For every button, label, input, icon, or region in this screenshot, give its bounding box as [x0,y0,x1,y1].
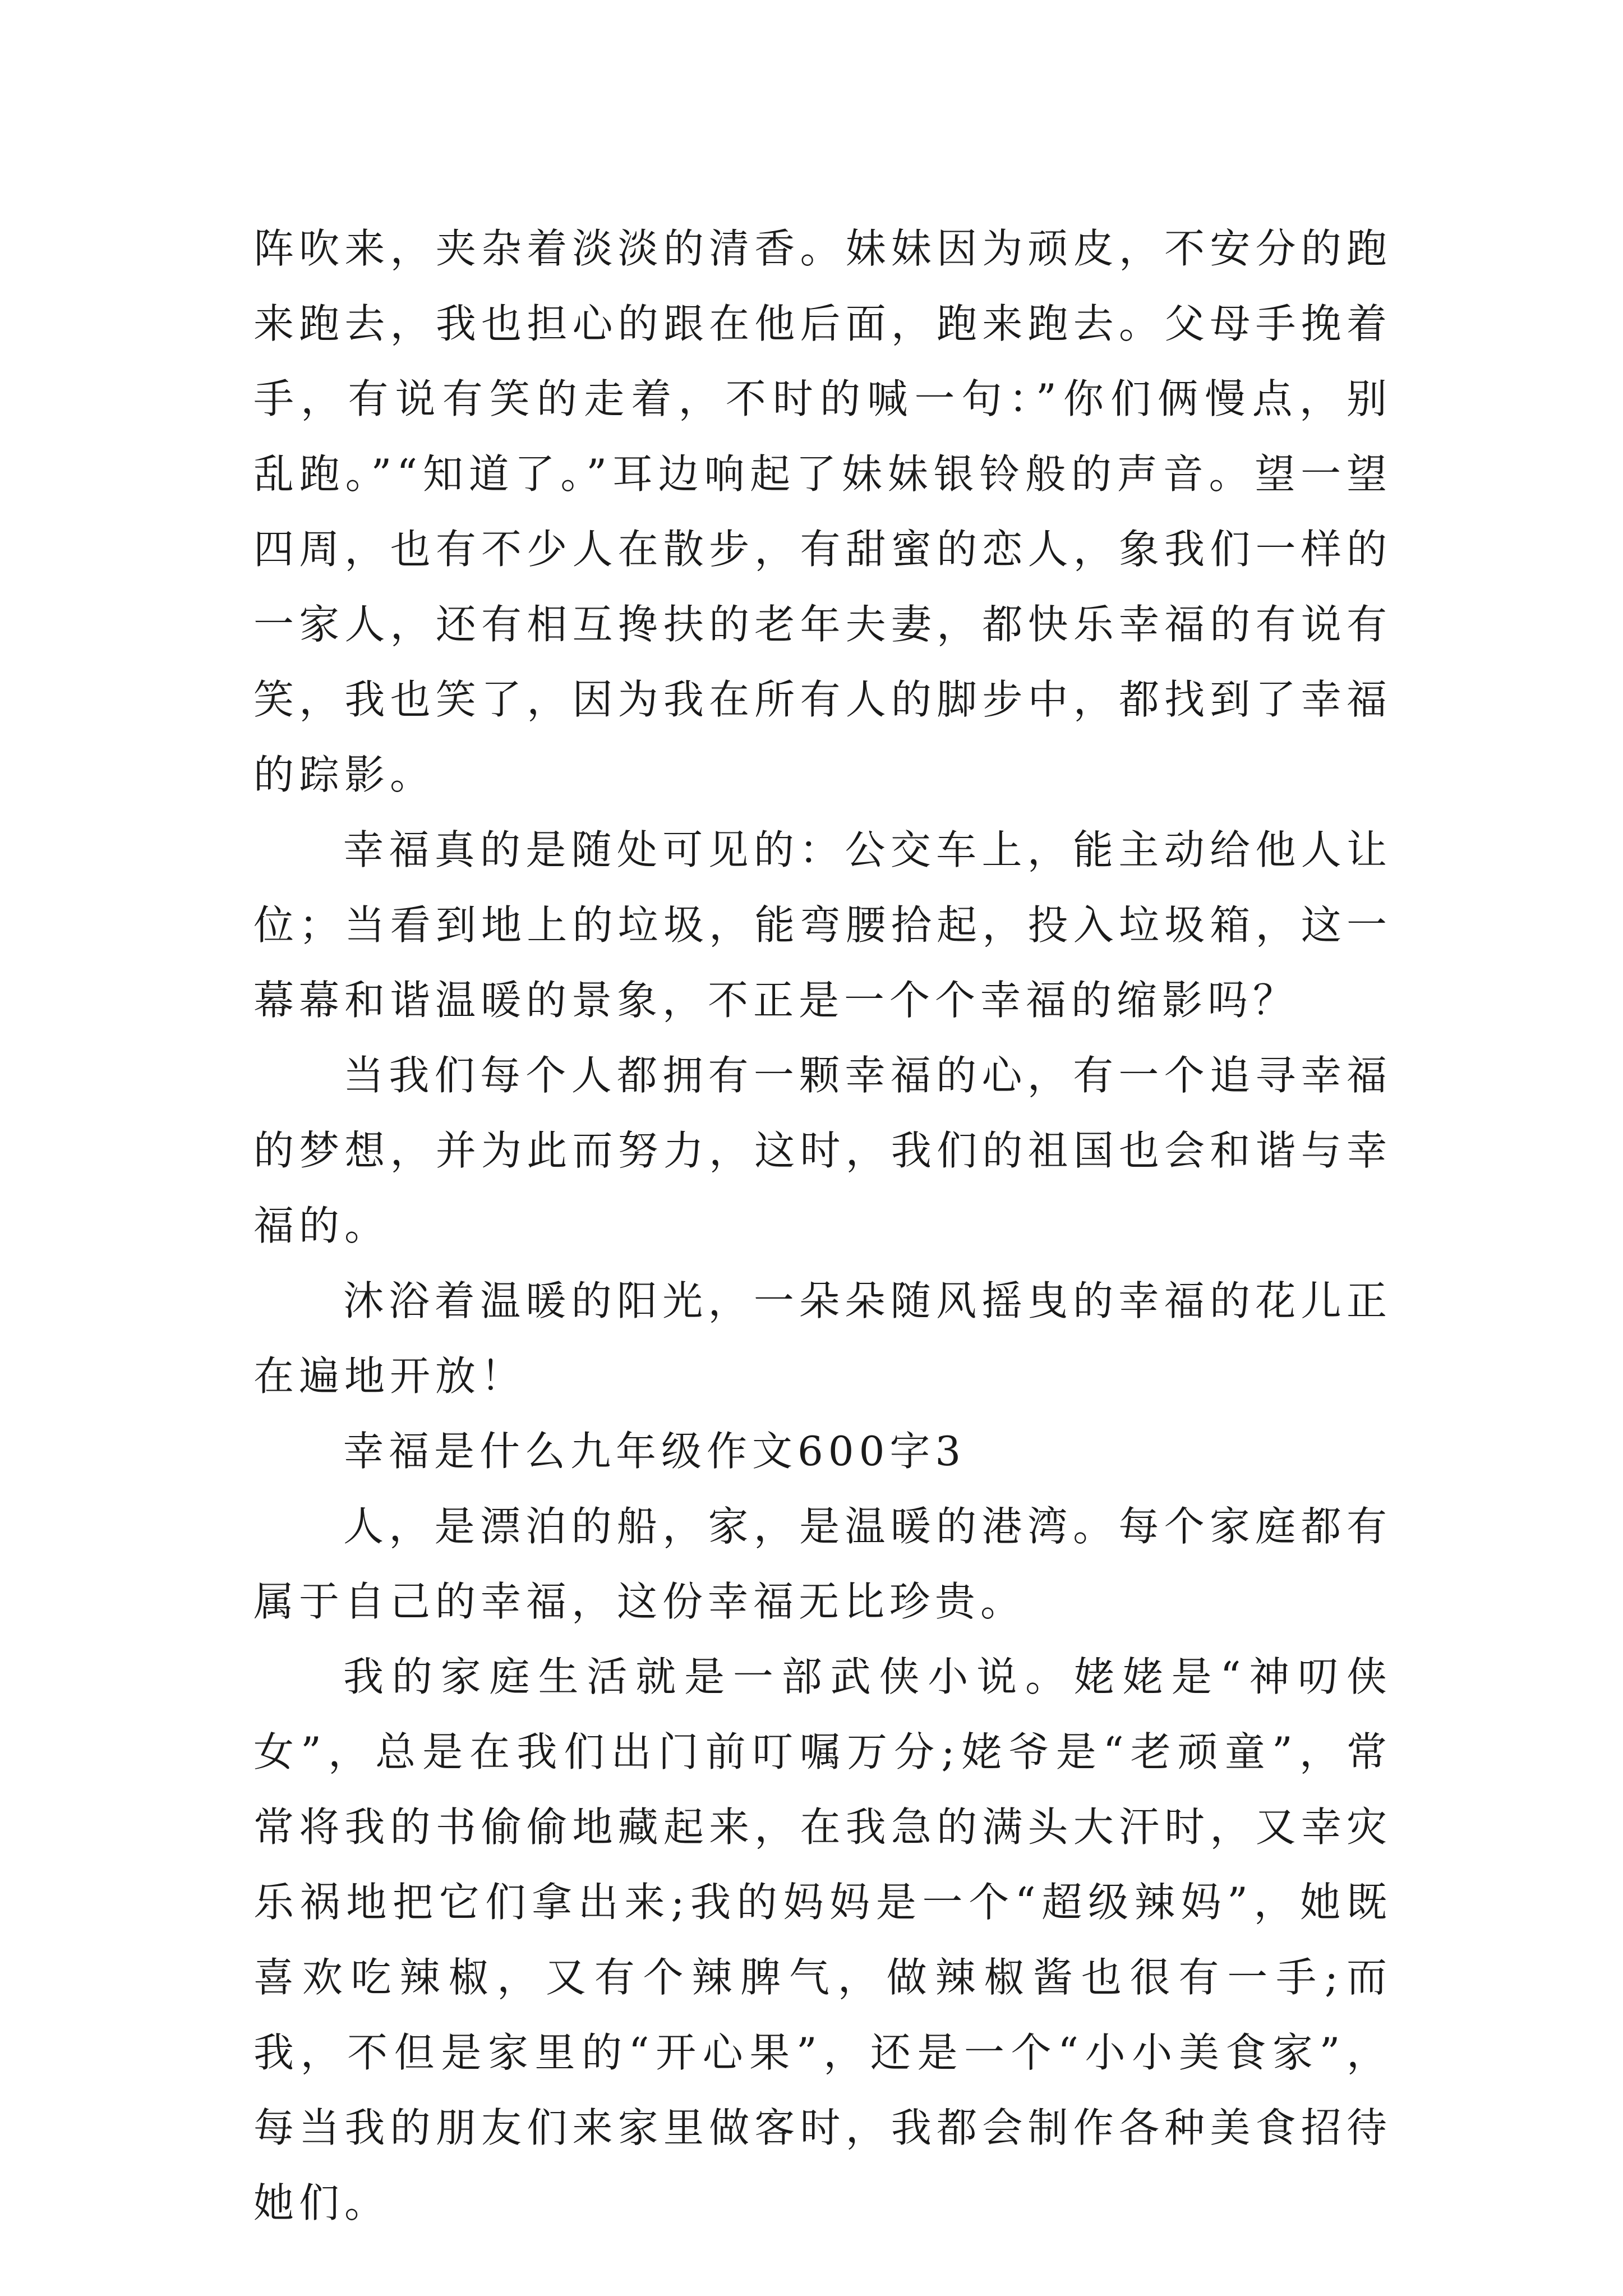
section-heading: 幸福是什么九年级作文600字3 [343,1428,966,1475]
paragraph-7: 我的家庭生活就是一部武侠小说。姥姥是“神叨侠女”，总是在我们出门前叮嘱万分;姥爷是“老顽童”，常常将我的书偷偷地藏起来，在我急的满头大汗时，又幸灾乐祸地把它们拿出来;我的妈妈是一个“超级辣妈”，她既喜欢吃辣椒，又有个辣脾气，做辣椒酱也很有一手;而我，不但是家里的“开心果”，还是一个“小小美食家”，每当我的朋友们来家里做客时，我都会制作各种美食招待她们。 [253,1653,1392,2226]
paragraph-1: 阵吹来，夹杂着淡淡的清香。妹妹因为顽皮，不安分的跑来跑去，我也担心的跟在他后面，跑来跑去。父母手挽着手，有说有笑的走着，不时的喊一句：”你们俩慢点，别乱跑。”“知道了。”耳边响起了妹妹银铃般的声音。望一望四周，也有不少人在散步，有甜蜜的恋人，象我们一样的一家人，还有相互搀扶的老年夫妻，都快乐幸福的有说有笑，我也笑了，因为我在所有人的脚步中，都找到了幸福的踪影。 [253,225,1392,798]
paragraph-4: 沐浴着温暖的阳光，一朵朵随风摇曳的幸福的花儿正在遍地开放！ [253,1277,1392,1400]
paragraph-6: 人，是漂泊的船，家，是温暖的港湾。每个家庭都有属于自己的幸福，这份幸福无比珍贵。 [253,1503,1392,1625]
paragraph-2: 幸福真的是随处可见的：公交车上，能主动给他人让位；当看到地上的垃圾，能弯腰拾起，投入垃圾箱，这一幕幕和谐温暖的景象，不正是一个个幸福的缩影吗？ [253,826,1392,1024]
document-body [253,211,1392,2240]
paragraph-3: 当我们每个人都拥有一颗幸福的心，有一个追寻幸福的梦想，并为此而努力，这时，我们的祖国也会和谐与幸福的。 [253,1052,1392,1249]
